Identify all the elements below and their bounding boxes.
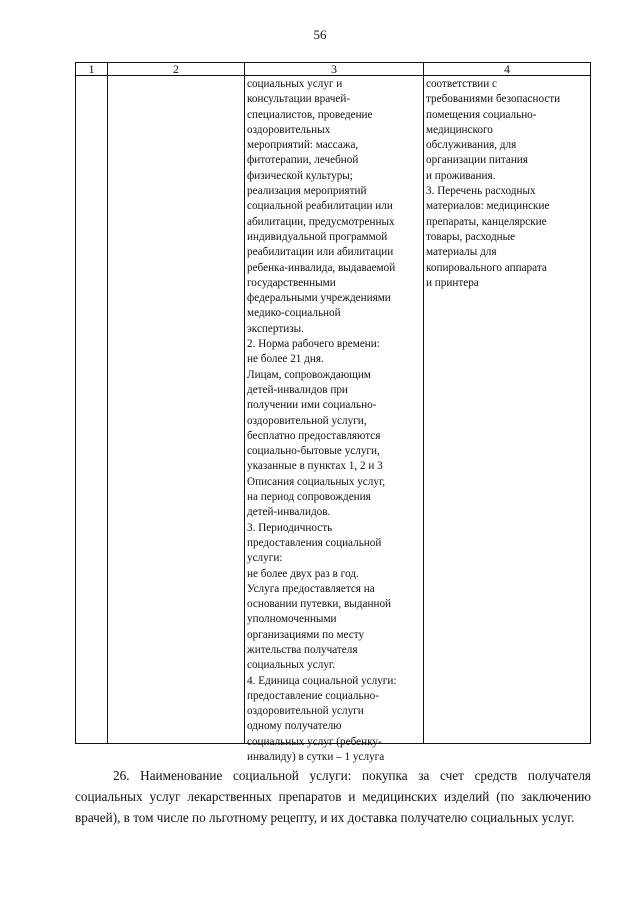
cell-line: на период сопровождения — [247, 491, 371, 504]
header-col-4: 4 — [504, 62, 510, 76]
cell-line: детей-инвалидов при — [247, 383, 348, 396]
cell-line: не более двух раз в год. — [247, 567, 359, 580]
cell-line: 3. Периодичность — [247, 521, 333, 534]
cell-line: материалы для — [426, 246, 497, 259]
table-cell-col-3 — [247, 77, 397, 765]
cell-line: Лицам, сопровождающим — [247, 368, 371, 381]
header-col-3: 3 — [331, 62, 337, 76]
header-col-1: 1 — [88, 62, 95, 76]
cell-line: основании путевки, выданной — [247, 598, 392, 611]
cell-line: товары, расходные — [426, 230, 516, 243]
cell-line: указанные в пунктах 1, 2 и 3 — [247, 460, 383, 473]
page-number: 56 — [313, 27, 327, 42]
cell-line: фитотерапии, лечебной — [247, 154, 359, 167]
cell-line: физической культуры; — [247, 169, 353, 182]
cell-line: и проживания. — [426, 169, 496, 182]
cell-line: социальных услуг. — [247, 659, 336, 672]
cell-line: специалистов, проведение — [247, 108, 373, 121]
cell-line: социальных услуг (ребенку- — [247, 735, 382, 748]
cell-line: оздоровительной услуги, — [247, 414, 367, 427]
services-table — [75, 62, 591, 764]
cell-line: Описания социальных услуг, — [247, 475, 386, 488]
cell-line: оздоровительных — [247, 123, 331, 136]
cell-line: услуги: — [247, 552, 283, 565]
cell-line: помещения социально- — [426, 108, 537, 121]
cell-line: бесплатно предоставляются — [247, 429, 381, 442]
cell-line: социальной реабилитации или — [247, 200, 393, 213]
cell-line: индивидуальной программой — [247, 230, 388, 243]
cell-line: консультации врачей- — [247, 93, 351, 106]
cell-line: препараты, канцелярские — [426, 215, 547, 228]
cell-line: реализация мероприятий — [247, 185, 367, 198]
cell-line: уполномоченными — [247, 613, 337, 626]
cell-line: мероприятий: массажа, — [247, 139, 359, 152]
column-divider — [244, 63, 245, 743]
cell-line: 4. Единица социальной услуги: — [247, 674, 397, 687]
cell-line: государственными — [247, 276, 336, 289]
cell-line: не более 21 дня. — [247, 353, 324, 366]
cell-line: абилитации, предусмотренных — [247, 215, 395, 228]
cell-line: ребенка-инвалида, выдаваемой — [247, 261, 396, 274]
cell-line: медицинского — [426, 123, 493, 136]
cell-line: организации питания — [426, 154, 528, 167]
cell-line: оздоровительной услуги — [247, 705, 364, 718]
cell-line: социальных услуг и — [247, 78, 343, 90]
cell-line: экспертизы. — [247, 322, 304, 335]
cell-line: получении ими социально- — [247, 399, 377, 412]
header-col-2: 2 — [173, 62, 179, 76]
cell-line: копировального аппарата — [426, 261, 547, 274]
cell-line: социально-бытовые услуги, — [247, 445, 380, 458]
column-divider — [107, 63, 108, 743]
cell-line: реабилитации или абилитации — [247, 246, 394, 259]
cell-line: 3. Перечень расходных — [426, 185, 536, 198]
table-header-row — [76, 63, 590, 76]
cell-line: и принтера — [426, 276, 479, 289]
cell-line: одному получателю — [247, 720, 342, 733]
cell-line: федеральными учреждениями — [247, 292, 391, 305]
cell-line: жительства получателя — [247, 643, 358, 656]
cell-line: предоставления социальной — [247, 536, 382, 549]
cell-line: детей-инвалидов. — [247, 506, 331, 519]
cell-line: Услуга предоставляется на — [247, 582, 375, 595]
cell-line: организациями по месту — [247, 628, 365, 641]
cell-line: обслуживания, для — [426, 139, 517, 152]
section-26-paragraph: 26. Наименование социальной услуги: покупка за счет средств получателя социальных услуг лекарственных препаратов и медицинских изделий (по заключению врачей), в том числе по льготному рецепту, и их доставка получателю социальных услуг. — [75, 768, 591, 825]
cell-line: 2. Норма рабочего времени: — [247, 338, 380, 351]
cell-line: соответствии с — [426, 78, 497, 90]
cell-line: медико-социальной — [247, 307, 341, 320]
cell-line: требованиями безопасности — [426, 93, 561, 106]
cell-line: инвалиду) в сутки – 1 услуга — [247, 751, 385, 764]
cell-line: материалов: медицинские — [426, 200, 550, 213]
cell-line: предоставление социально- — [247, 689, 379, 702]
column-divider — [423, 63, 424, 743]
table-cell-col-4 — [426, 77, 560, 291]
